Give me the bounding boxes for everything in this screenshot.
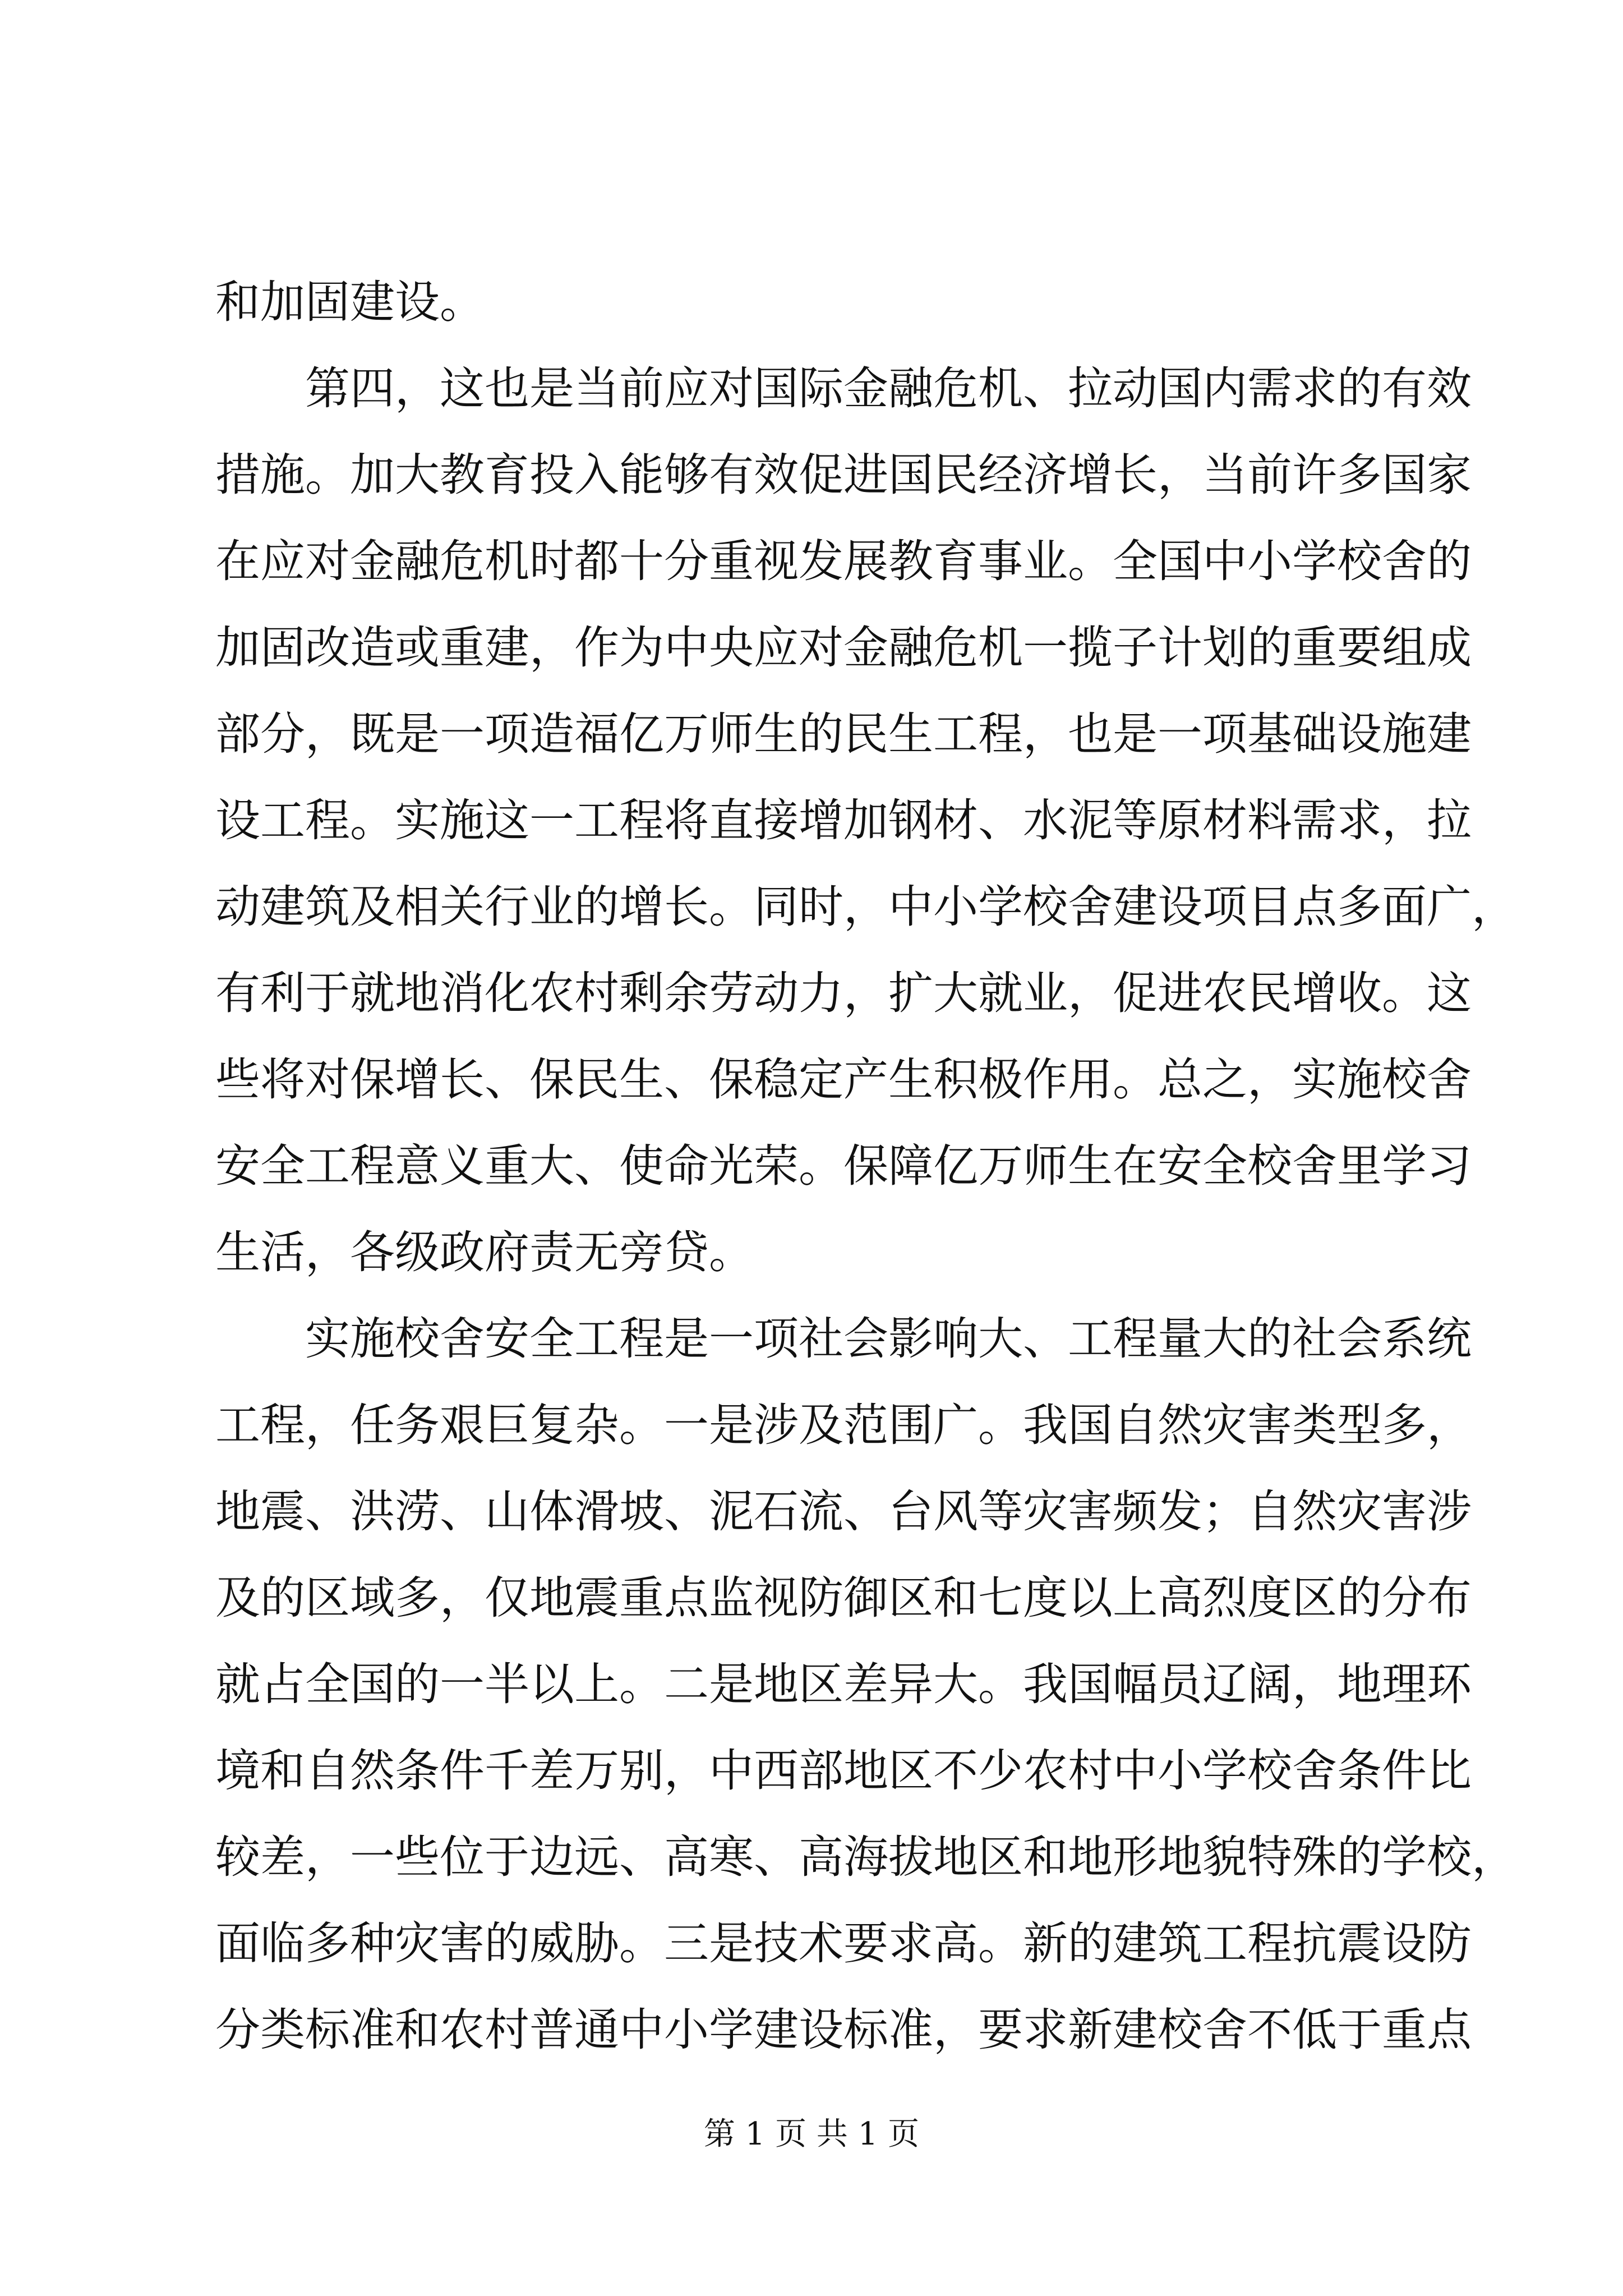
- paragraph: [215, 346, 1516, 1296]
- text-line: 较差，一些位于边远、高寒、高海拔地区和地形地貌特殊的学校，: [215, 1831, 1516, 1883]
- text-line: 地震、洪涝、山体滑坡、泥石流、台风等灾害频发；自然灾害涉: [215, 1485, 1472, 1538]
- text-line: 境和自然条件千差万别，中西部地区不少农村中小学校舍条件比: [215, 1745, 1472, 1797]
- text-line: 生活，各级政府责无旁贷。: [215, 1226, 754, 1278]
- paragraph: [215, 1296, 1516, 2073]
- text-line: 和加固建设。: [215, 276, 485, 328]
- document-body: [215, 259, 1516, 2073]
- text-line: 在应对金融危机时都十分重视发展教育事业。全国中小学校舍的: [215, 535, 1472, 587]
- text-line: 加固改造或重建，作为中央应对金融危机一揽子计划的重要组成: [215, 622, 1472, 674]
- paragraph: [215, 259, 1427, 346]
- text-line: 有利于就地消化农村剩余劳动力，扩大就业，促进农民增收。这: [215, 967, 1472, 1019]
- page-footer: [0, 2112, 1623, 2157]
- text-line: 部分，既是一项造福亿万师生的民生工程，也是一项基础设施建: [215, 708, 1472, 760]
- text-line: 第四，这也是当前应对国际金融危机、拉动国内需求的有效: [305, 362, 1472, 415]
- text-line: 些将对保增长、保民生、保稳定产生积极作用。总之，实施校舍: [215, 1053, 1472, 1106]
- page-number-label: 第 1 页 共 1 页: [703, 2116, 920, 2152]
- text-line: 动建筑及相关行业的增长。同时，中小学校舍建设项目点多面广，: [215, 881, 1516, 933]
- text-line: 就占全国的一半以上。二是地区差异大。我国幅员辽阔，地理环: [215, 1658, 1472, 1710]
- text-line: 分类标准和农村普通中小学建设标准，要求新建校舍不低于重点: [215, 2004, 1472, 2056]
- text-line: 工程，任务艰巨复杂。一是涉及范围广。我国自然灾害类型多，: [215, 1399, 1472, 1451]
- text-line: 面临多种灾害的威胁。三是技术要求高。新的建筑工程抗震设防: [215, 1917, 1472, 1970]
- text-line: 措施。加大教育投入能够有效促进国民经济增长，当前许多国家: [215, 449, 1472, 501]
- text-line: 及的区域多，仅地震重点监视防御区和七度以上高烈度区的分布: [215, 1572, 1472, 1624]
- text-line: 安全工程意义重大、使命光荣。保障亿万师生在安全校舍里学习: [215, 1140, 1472, 1192]
- text-line: 实施校舍安全工程是一项社会影响大、工程量大的社会系统: [305, 1313, 1472, 1365]
- text-line: 设工程。实施这一工程将直接增加钢材、水泥等原材料需求，拉: [215, 794, 1472, 846]
